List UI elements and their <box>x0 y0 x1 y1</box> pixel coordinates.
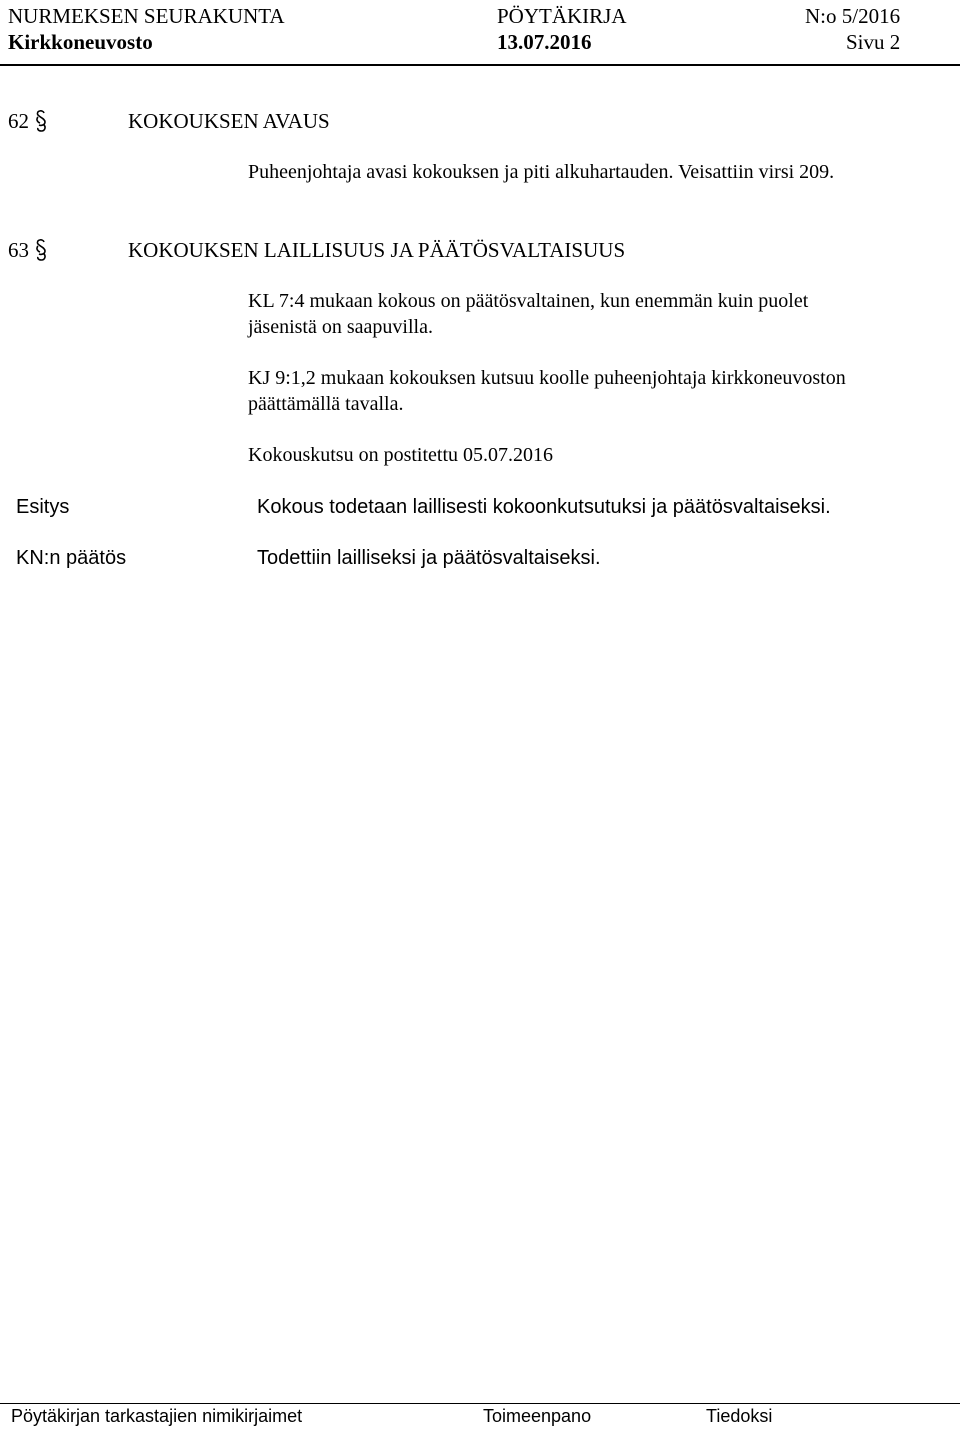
header-number: N:o 5/2016 <box>805 4 901 28</box>
header-org: NURMEKSEN SEURAKUNTA <box>8 4 285 28</box>
decision-text: Todettiin lailliseksi ja päätösvaltaiseksi. <box>257 547 601 569</box>
footer-execution: Toimeenpano <box>483 1406 592 1426</box>
footer-info: Tiedoksi <box>706 1406 773 1426</box>
section-63-paragraph-line: KL 7:4 mukaan kokous on päätösvaltainen, kun enemmän kuin puolet <box>248 290 809 312</box>
proposal-text: Kokous todetaan laillisesti kokoonkutsutuksi ja päätösvaltaiseksi. <box>257 496 831 518</box>
section-63-paragraph-line: Kokouskutsu on postitettu 05.07.2016 <box>248 444 554 466</box>
section-sign-icon <box>34 237 48 263</box>
footer-signatures: Pöytäkirjan tarkastajien nimikirjaimet <box>11 1406 303 1426</box>
header-date: 13.07.2016 <box>497 30 592 54</box>
header-page: Sivu 2 <box>846 30 901 54</box>
section-63-paragraph-line: päättämällä tavalla. <box>248 393 404 415</box>
decision-label: KN:n päätös <box>16 547 127 569</box>
proposal-label: Esitys <box>16 496 70 518</box>
section-number: 63 <box>8 238 29 262</box>
section-62-heading <box>8 108 48 134</box>
header-body: Kirkkoneuvosto <box>8 30 153 54</box>
header-doc-type: PÖYTÄKIRJA <box>497 4 627 28</box>
section-sign-icon <box>34 108 48 134</box>
footer-divider <box>0 1403 960 1404</box>
section-63-title: KOKOUKSEN LAILLISUUS JA PÄÄTÖSVALTAISUUS <box>128 238 626 262</box>
section-number: 62 <box>8 109 29 133</box>
section-62-title: KOKOUKSEN AVAUS <box>128 109 330 133</box>
section-62-paragraph: Puheenjohtaja avasi kokouksen ja piti alkuhartauden. Veisattiin virsi 209. <box>248 161 835 183</box>
section-63-paragraph-line: KJ 9:1,2 mukaan kokouksen kutsuu koolle puheenjohtaja kirkkoneuvoston <box>248 367 846 389</box>
header-divider <box>0 64 960 66</box>
section-63-paragraph-line: jäsenistä on saapuvilla. <box>248 316 433 338</box>
section-63-heading <box>8 237 48 263</box>
